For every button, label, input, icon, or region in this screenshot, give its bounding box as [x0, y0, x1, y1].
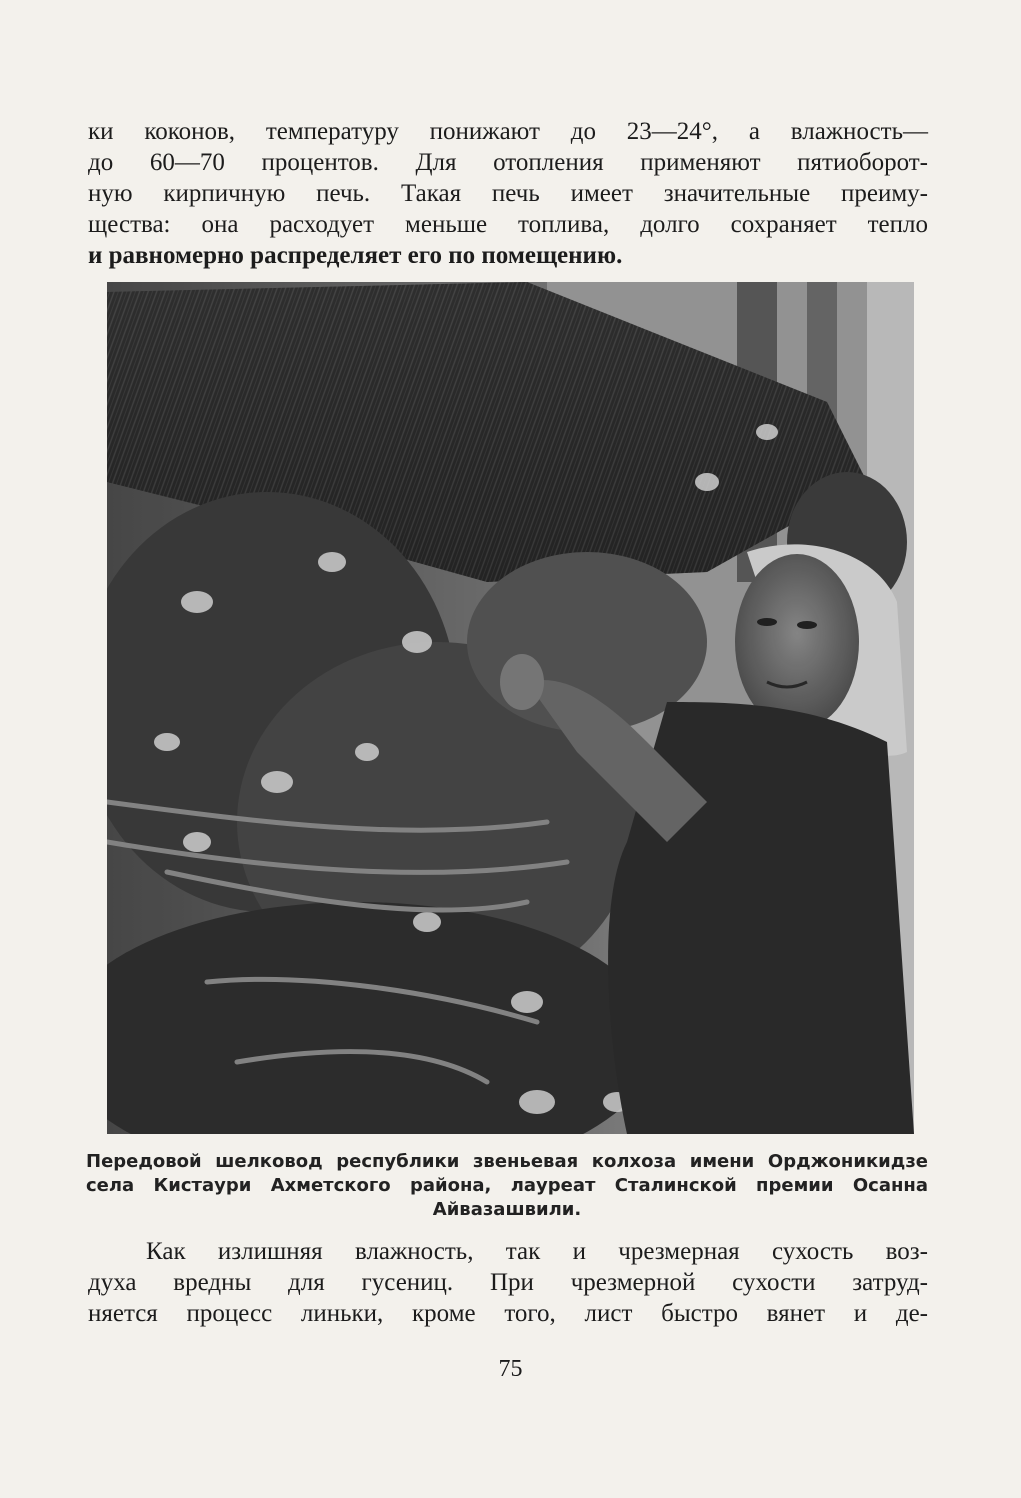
- top-paragraph: [88, 116, 928, 271]
- text-line: духа вредны для гусениц. При чрезмерной сухости затруд-: [88, 1269, 928, 1296]
- photo-caption: [86, 1150, 928, 1222]
- text-line: ки коконов, температуру понижают до 23—24°, а влажность—: [88, 118, 928, 145]
- text-line: няется процесс линьки, кроме того, лист быстро вянет и де-: [88, 1300, 928, 1327]
- text-line: Как излишняя влажность, так и чрезмерная сухость воз-: [146, 1238, 928, 1265]
- photograph-illustration: [107, 282, 914, 1134]
- text-line: щества: она расходует меньше топлива, долго сохраняет тепло: [88, 211, 928, 238]
- page-number: 75: [498, 1356, 523, 1382]
- photograph: [107, 282, 914, 1134]
- caption-line: села Кистаури Ахметского района, лауреат Сталинской премии Осанна: [86, 1175, 928, 1196]
- text-line: до 60—70 процентов. Для отопления применяют пятиоборот-: [88, 149, 928, 176]
- caption-line: Айвазашвили.: [432, 1199, 582, 1220]
- text-line: и равномерно распределяет его по помещению.: [88, 242, 623, 269]
- bottom-paragraph: [88, 1236, 928, 1329]
- text-line: ную кирпичную печь. Такая печь имеет значительные преиму-: [88, 180, 928, 207]
- caption-line: Передовой шелковод республики звеньевая колхоза имени Орджоникидзе: [86, 1151, 928, 1172]
